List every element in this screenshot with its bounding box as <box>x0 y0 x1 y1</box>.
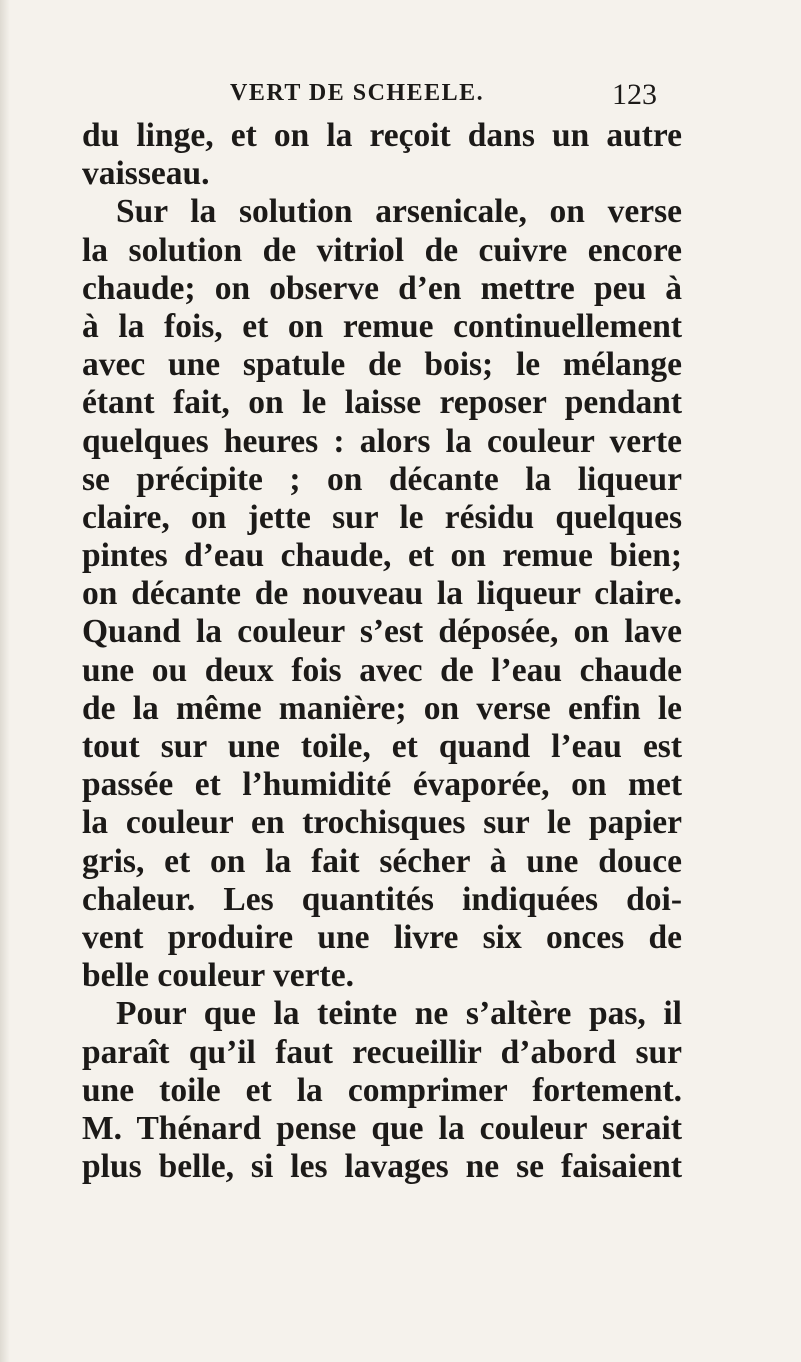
text-line: tout sur une toile, et quand l’eau est <box>82 728 682 765</box>
page-header <box>230 78 657 114</box>
text-line: vent produire une livre six onces de <box>82 918 682 956</box>
page-number: 123 <box>612 78 657 111</box>
text-line: Pour que la teinte ne s’altère pas, il <box>116 995 682 1033</box>
text-line: une ou deux fois avec de l’eau chaude <box>82 651 682 689</box>
text-line: pintes d’eau chaude, et on remue bien; <box>82 537 682 575</box>
page-edge-shadow <box>0 0 10 1362</box>
text-line: de la même manière; on verse enfin le <box>82 689 682 727</box>
text-line: du linge, et on la reçoit dans un autre <box>82 117 682 154</box>
text-line: vaisseau. <box>82 155 210 193</box>
text-line: claire, on jette sur le résidu quelques <box>82 498 682 536</box>
text-line: la couleur en trochisques sur le papier <box>82 804 682 842</box>
text-line: plus belle, si les lavages ne se faisaient <box>82 1148 682 1186</box>
text-line: une toile et la comprimer fortement. <box>82 1071 682 1109</box>
text-line: chaude; on observe d’en mettre peu à <box>82 269 682 307</box>
body-text <box>82 117 682 1186</box>
text-line: chaleur. Les quantités indiquées doi- <box>82 880 682 918</box>
text-line: gris, et on la fait sécher à une douce <box>82 842 682 880</box>
text-line: Sur la solution arsenicale, on verse <box>116 193 682 231</box>
text-line: quelques heures : alors la couleur verte <box>82 422 682 460</box>
text-line: paraît qu’il faut recueillir d’abord sur <box>82 1033 682 1071</box>
text-line: à la fois, et on remue continuellement <box>82 307 682 345</box>
text-line: belle couleur verte. <box>82 957 354 995</box>
text-line: passée et l’humidité évaporée, on met <box>82 766 682 804</box>
text-line: on décante de nouveau la liqueur claire. <box>82 575 682 613</box>
text-line: étant fait, on le laisse reposer pendant <box>82 384 682 422</box>
running-head: VERT DE SCHEELE. <box>230 80 485 106</box>
text-line: avec une spatule de bois; le mélange <box>82 346 682 384</box>
text-line: la solution de vitriol de cuivre encore <box>82 231 682 269</box>
text-line: se précipite ; on décante la liqueur <box>82 460 682 498</box>
text-line: M. Thénard pense que la couleur serait <box>82 1109 682 1147</box>
text-line: Quand la couleur s’est déposée, on lave <box>82 613 682 651</box>
